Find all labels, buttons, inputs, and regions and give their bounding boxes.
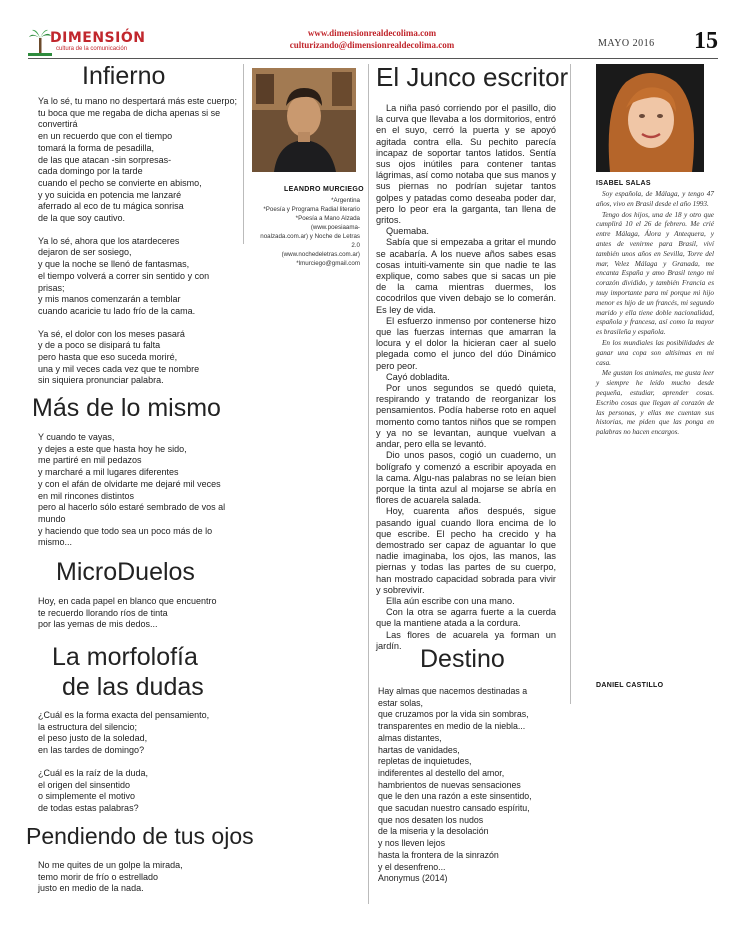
poem-line: y de a poco se disipará tu falta — [38, 340, 161, 351]
poem-line: que sacudan nuestro cansado espíritu, — [378, 803, 530, 814]
poem-destino — [378, 686, 568, 885]
author-photo-leandro — [252, 68, 356, 172]
poem-line: de la miseria y la desolación — [378, 826, 489, 837]
poem-line: Ya lo sé, ahora que los atardeceres — [38, 235, 180, 246]
poem-line: aferrado al eco de tu mágica sonrisa — [38, 201, 184, 212]
poem-line: Ya lo sé, tu mano no despertará más este cuerpo; — [38, 96, 237, 106]
poem-line: por las yemas de mis dedos... — [38, 619, 158, 630]
poem-line: cuando el pecho se convierte en abismo, — [38, 177, 202, 188]
story-paragraph: Dio unos pasos, cogió un cuaderno, un bolígrafo y comenzó a escribir apoyada en la cama. Algu-nas palabras no se leían bien porque la tinta azul al mojarse se abría en flores de acuarela salada. — [376, 450, 556, 506]
poem-line: repletas de inquietudes, — [378, 756, 472, 767]
poem-line: te recuerdo llorando ríos de tinta — [38, 607, 168, 618]
poem-line: temo morir de frío o estrellado — [38, 871, 159, 882]
poem-title-mas-de-lo-mismo: Más de lo mismo — [32, 394, 221, 422]
poem-line: tu boca que me regaba de dicha apenas si se — [38, 107, 221, 118]
story-paragraph: Hoy, cuarenta años después, sigue pasando igual cuando llora encima de lo que escribe. El pecho ha crecido y ha demostrado ser capaz de aguantar lo que nadie imaginaba, los ojos, las manos, las piernas y todas las partes de su cuerpo, han mostrado capacidad sobrada para vivir y sobrevivir. — [376, 506, 556, 595]
author-name-isabel: ISABEL SALAS — [596, 180, 651, 187]
credit-line: noalzada.com.ar) y Noche de Letras 2.0 — [260, 233, 360, 249]
story-paragraph: Por unos segundos se quedó quieta, respirando y tratando de reorganizar los pensamientos. Podía haberse roto en aquel momento como tantos niños que se rompen y ya no se levantan, aunque vuelvan a andar, pero ella se levantó. — [376, 383, 556, 450]
poem-line: de la que soy cautivo. — [38, 213, 126, 224]
poem-line: me partiré en mil pedazos — [38, 455, 142, 466]
poem-line: hartas de vanidades, — [378, 744, 460, 755]
poem-line: que nos desaten los nudos — [378, 814, 484, 825]
credit-line: *Argentina — [331, 197, 360, 204]
poem-line: pero hasta que eso suceda moriré, — [38, 352, 178, 363]
poem-line: Hoy, en cada papel en blanco que encuentro — [38, 596, 217, 606]
credit-line: *Poesía a Mano Alzada (www.poesiaama- — [295, 215, 360, 231]
poem-line: hambrientos de nuevas sensaciones — [378, 779, 521, 790]
poem-line: Y cuando te vayas, — [38, 432, 115, 442]
poem-line: y dejes a este que hasta hoy he sido, — [38, 443, 187, 454]
bio-paragraph: Me gustan los animales, me gusta leer y siempre he leído mucho desde pequeña, estudiar, aprender cosas. Escribo cosas que llegan al corazón de las personas, y ellas me cuentan sus historias, me piden que las ponga en palabras no hacen encargos. — [596, 369, 714, 437]
issue-date: MAYO 2016 — [598, 38, 655, 49]
story-paragraph: Con la otra se agarra fuerte a la cuerda que la mantiene atada a la cordura. — [376, 607, 556, 629]
author-credits-leandro — [252, 196, 360, 268]
poem-line: y el desenfreno... — [378, 861, 446, 872]
poem-line: tomará la forma de pesadilla, — [38, 142, 155, 153]
column-divider — [368, 64, 369, 904]
header-url[interactable]: www.dimensionrealdecolima.com — [307, 28, 437, 38]
poem-line: convertirá — [38, 119, 78, 130]
poem-mas-de-lo-mismo — [38, 432, 260, 549]
story-paragraph: Quemaba. — [386, 226, 429, 237]
poem-title-morfologia-2: de las dudas — [62, 673, 204, 701]
poem-line: en un recuerdo que con el tiempo — [38, 131, 173, 142]
poem-line: y con el afán de olvidarte me dejaré mil veces — [38, 478, 221, 489]
poem-title-pendiendo: Pendiendo de tus ojos — [26, 823, 254, 849]
author-name-daniel: DANIEL CASTILLO — [596, 682, 664, 689]
poem-line: cada domingo por la tarde — [38, 166, 143, 177]
poem-line: hasta la frontera de la sinrazón — [378, 849, 499, 860]
story-paragraph: La niña pasó corriendo por el pasillo, dio la curva que llevaba a los dormitorios, entró en el suyo, cerró la puerta y se apoyó agitada contra ella. Su pechito parecía incapaz de soportar tantos latidos. Sentía sus ojos inútiles para contener tantas lágrimas, así como notaba que sus manos y sus piernas no podrían sujetar tantos golpes y patadas como deseaba poder dar, pero lo peor era la garganta, tan llena de gritos. — [376, 103, 556, 226]
story-paragraph: Ella aún escribe con una mano. — [386, 595, 515, 606]
credit-line: *Poesía y Programa Radial literario — [263, 206, 360, 213]
poem-microduelos — [38, 596, 260, 631]
author-name-leandro: LEANDRO MURCIEGO — [284, 186, 364, 193]
header-email[interactable]: culturizando@dimensionrealdecolima.com — [289, 40, 455, 50]
column-divider — [570, 64, 571, 704]
poem-line: o simplemente el motivo — [38, 791, 136, 802]
story-title-junco: El Junco escritor — [376, 62, 569, 92]
header-divider — [28, 58, 718, 59]
story-paragraph: Sabía que si empezaba a gritar el mundo se acabaría. A los nueve años sabes esas cosas intuiti-vamente sin que nadie te las explique, como sabes que si sacas un pie de la cama mientras duermes, los cocodrilos que viven debajo se lo comerán. Es ley de vida. — [376, 237, 556, 315]
logo-subtitle: cultura de la comunicación — [56, 46, 128, 52]
poem-line: la estructura del silencio; — [38, 721, 138, 732]
stanza-break — [38, 318, 260, 329]
poem-line: ¿Cuál es la raíz de la duda, — [38, 767, 149, 778]
story-junco — [376, 103, 556, 652]
poem-line: sin siquiera pronunciar palabra. — [38, 375, 164, 386]
bio-paragraph: Soy española, de Málaga, y tengo 47 años, vivo en Brasil desde el año 1993. — [596, 190, 714, 208]
story-paragraph: Cayó dobladita. — [386, 371, 450, 382]
story-paragraph: Las flores de acuarela ya forman un jardín. — [376, 629, 556, 651]
poem-line: de todas estas palabras? — [38, 802, 139, 813]
poem-line: y yo suicida en potencia me lanzaré — [38, 189, 182, 200]
poem-line: y marcharé a mil lugares diferentes — [38, 467, 179, 478]
bio-paragraph: En los mundiales las posibilidades de ganar una copa son altísimas en mi casa. — [596, 338, 714, 367]
poem-infierno — [38, 96, 260, 387]
logo-text: DIMENSIÓN — [50, 30, 146, 46]
poem-line: de las que atacan -sin sorpresas- — [38, 154, 172, 165]
poem-line: el origen del sinsentido — [38, 779, 131, 790]
stanza-break — [38, 757, 260, 768]
poem-line: prisas; — [38, 282, 65, 293]
poem-line: Anonymus (2014) — [378, 873, 448, 884]
author-photo-isabel — [596, 64, 704, 172]
page-number: 15 — [694, 28, 718, 54]
poem-line: y nos lleven lejos — [378, 838, 445, 849]
credit-line: (www.nochedeletras.com.ar) — [281, 251, 360, 258]
poem-line: indiferentes al destello del amor, — [378, 767, 505, 778]
author-bio-isabel — [596, 190, 714, 439]
poem-line: que cruzamos por la vida sin sombras, — [378, 709, 529, 720]
poem-line: estar solas, — [378, 697, 423, 708]
poem-line: y que la noche se llenó de fantasmas, — [38, 259, 190, 270]
poem-title-infierno: Infierno — [82, 62, 166, 90]
poem-line: que le den una razón a este sinsentido, — [378, 791, 532, 802]
poem-line: el tiempo volverá a correr sin sentido y con — [38, 270, 210, 281]
poem-line: mismo... — [38, 537, 73, 548]
poem-pendiendo — [38, 860, 260, 895]
poem-line: el peso justo de la soledad, — [38, 733, 148, 744]
stanza-break — [38, 225, 260, 236]
poem-line: en mil rincones distintos — [38, 490, 135, 501]
poem-line: mundo — [38, 513, 66, 524]
story-paragraph: El esfuerzo inmenso por contenerse hizo que las fuerzas internas que amarran la locura y el dolor la hicieran caer al suelo plegada como el junco del dúo Dinámico pero peor. — [376, 315, 556, 371]
poem-title-morfologia-1: La morfolofía — [52, 643, 198, 671]
poem-line: pero al hacerlo sólo estaré sembrado de vos al — [38, 502, 226, 513]
poem-line: y mis manos comenzarán a temblar — [38, 294, 181, 305]
poem-line: ¿Cuál es la forma exacta del pensamiento, — [38, 710, 210, 720]
poem-line: en las tardes de domingo? — [38, 745, 145, 756]
poem-line: Hay almas que nacemos destinadas a — [378, 686, 528, 696]
credit-line: *lmurciego@gmail.com — [296, 260, 360, 267]
bio-paragraph: Tengo dos hijos, una de 18 y otro que cumplirá 10 el 26 de febrero. Me crié entre Málaga, Álora y Antequera, y antes de venirme para Brasil, viví también unos años en Sevilla, Torre del mar, Velez Málaga y Granada, me encanta España y amo Brasil tengo mi corazón dividido, y también Francia es muy importante para mí porque mi hijo menor es hijo de un francés, mi segundo marido y ella tiene doble nacionalidad, española y francesa, así como la mayor es brasileña y española. — [596, 210, 714, 337]
poem-line: transparentes en medio de la niebla... — [378, 721, 526, 732]
poem-line: justo en medio de la nada. — [38, 883, 144, 894]
poem-line: Ya sé, el dolor con los meses pasará — [38, 328, 185, 339]
poem-title-destino: Destino — [420, 645, 505, 673]
poem-title-microduelos: MicroDuelos — [56, 558, 195, 586]
poem-line: y haciendo que todo sea un poco más de lo — [38, 525, 213, 536]
poem-line: almas distantes, — [378, 732, 442, 743]
poem-line: cuando acaricie tu lado frío de la cama. — [38, 305, 196, 316]
poem-line: dejaron de ser sosiego, — [38, 247, 132, 258]
poem-line: una y mil veces cada vez que te nombre — [38, 363, 200, 374]
poem-line: No me quites de un golpe la mirada, — [38, 860, 183, 870]
poem-morfologia — [38, 710, 260, 815]
